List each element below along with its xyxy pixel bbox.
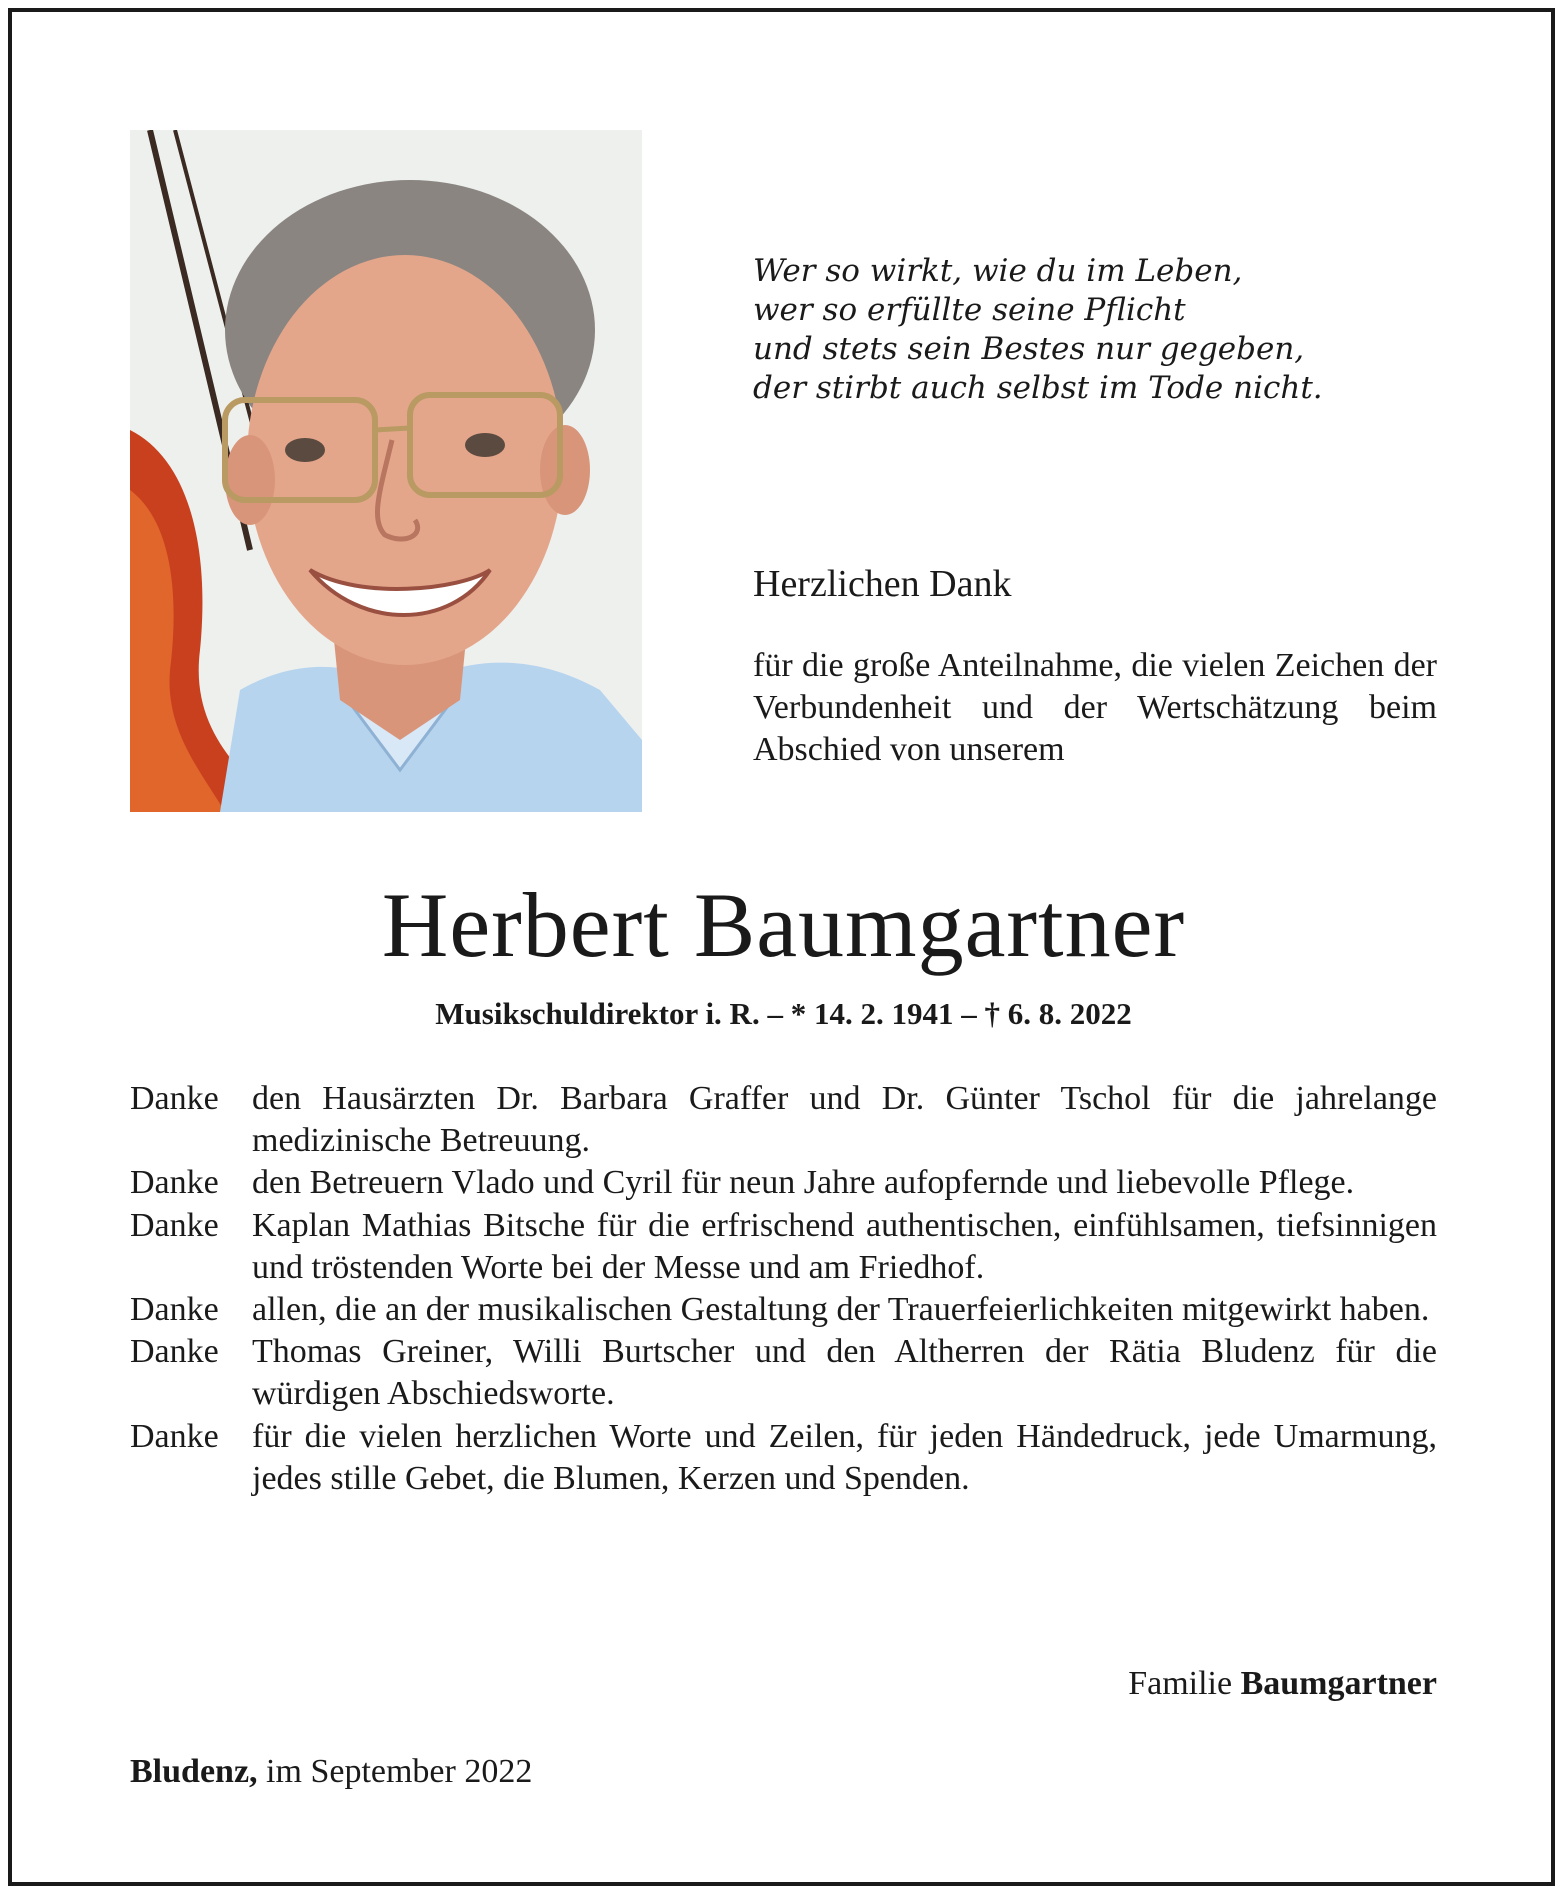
- portrait-photo: [130, 130, 642, 812]
- deceased-title-dates: Musikschuldirektor i. R. – * 14. 2. 1941 – † 6. 8. 2022: [435, 996, 1132, 1031]
- thanks-item-text: Kaplan Mathias Bitsche für die erfrischend authentischen, einfühlsamen, tiefsinnigen und tröstenden Worte bei der Messe und am Friedhof.: [252, 1206, 1437, 1286]
- thanks-item: [130, 1162, 1437, 1204]
- thanks-item: [130, 1289, 1437, 1331]
- poem-line: wer so erfüllte seine Pflicht: [753, 292, 1186, 328]
- thanks-item: [130, 1416, 1437, 1500]
- thanks-list: [130, 1078, 1437, 1500]
- thanks-item-text: für die vielen herzlichen Worte und Zeilen, für jeden Händedruck, jede Umarmung, jedes stille Gebet, die Blumen, Kerzen und Spenden.: [252, 1417, 1437, 1497]
- family-signature: [1128, 1662, 1437, 1706]
- thanks-item-text: allen, die an der musikalischen Gestaltung der Trauerfeierlichkeiten mitgewirkt haben.: [252, 1291, 1430, 1329]
- poem-line: Wer so wirkt, wie du im Leben,: [753, 253, 1243, 289]
- thanks-lead-word: Danke: [130, 1291, 219, 1329]
- thanks-lead-word: Danke: [130, 1417, 219, 1455]
- thanks-item: [130, 1078, 1437, 1162]
- place-name: Bludenz,: [130, 1753, 258, 1790]
- poem-line: und stets sein Bestes nur gegeben,: [753, 331, 1305, 367]
- thanks-item-text: Thomas Greiner, Willi Burtscher und den Altherren der Rätia Bludenz für die würdigen Abschiedsworte.: [252, 1333, 1437, 1413]
- poem-line: der stirbt auch selbst im Tode nicht.: [753, 370, 1323, 406]
- thanks-lead-word: Danke: [130, 1206, 219, 1244]
- thanks-lead-word: Danke: [130, 1164, 219, 1202]
- thanks-heading: Herzlichen Dank: [753, 563, 1012, 605]
- thanks-item-text: den Hausärzten Dr. Barbara Graffer und Dr. Günter Tschol für die jahrelange medizinische Betreuung.: [252, 1080, 1437, 1160]
- thanks-lead-word: Danke: [130, 1333, 219, 1371]
- date-text: im September 2022: [266, 1753, 533, 1790]
- deceased-name: Herbert Baumgartner: [381, 874, 1186, 976]
- memorial-poem: [753, 252, 1453, 408]
- thanks-lead-word: Danke: [130, 1080, 219, 1117]
- signature-surname: Baumgartner: [1240, 1665, 1437, 1702]
- place-date: [130, 1750, 532, 1794]
- thanks-intro-text: für die große Anteilnahme, die vielen Zeichen der Verbundenheit und der Wertschätzung beim Abschied von unserem: [753, 647, 1437, 768]
- thanks-item: [130, 1331, 1437, 1415]
- thanks-item: [130, 1205, 1437, 1289]
- thanks-item-text: den Betreuern Vlado und Cyril für neun Jahre aufopfernde und liebevolle Pflege.: [252, 1164, 1355, 1202]
- signature-prefix: Familie: [1128, 1665, 1233, 1702]
